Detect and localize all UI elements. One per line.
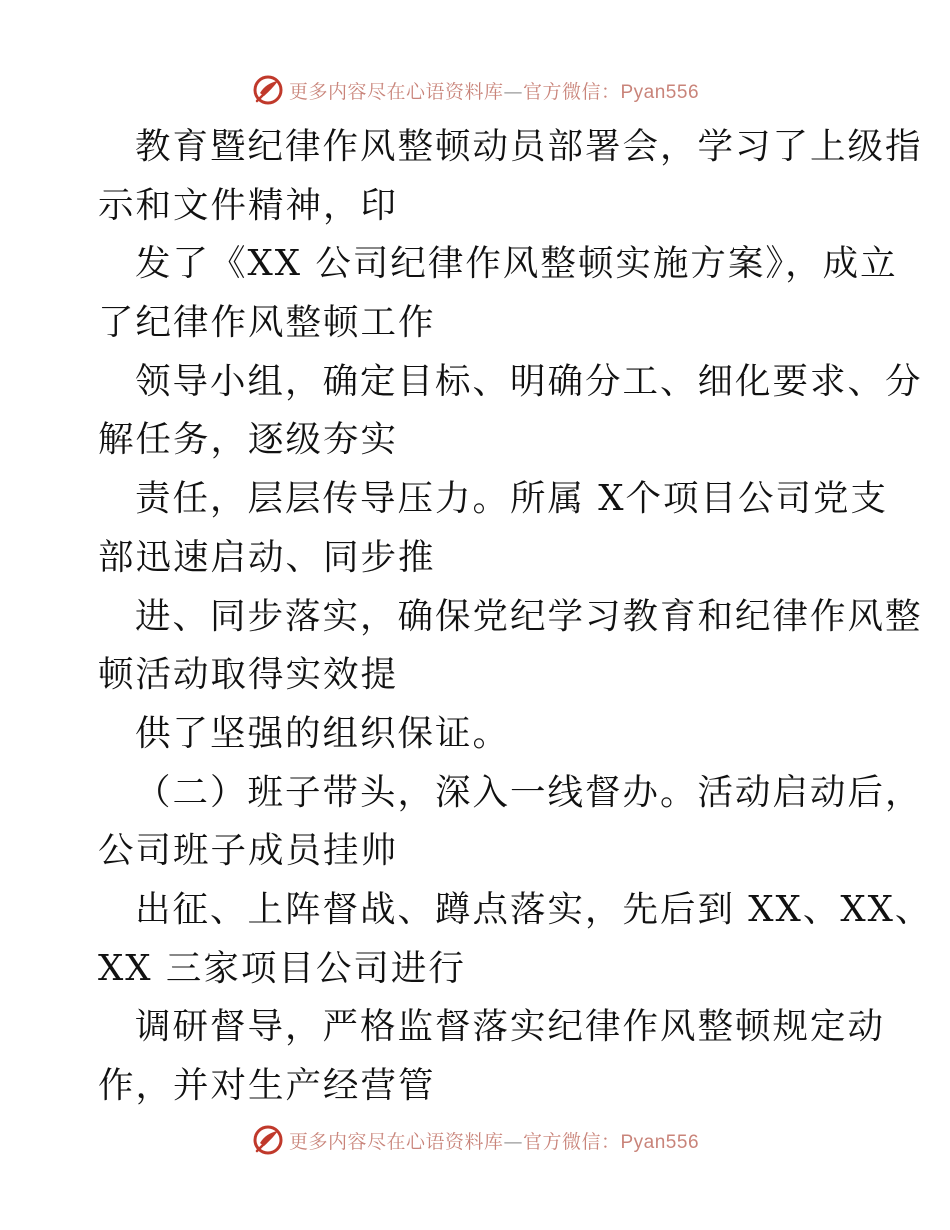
text-line: 出征、上阵督战、蹲点落实，先后到 XX、XX、 bbox=[135, 888, 933, 930]
document-body bbox=[98, 118, 933, 1116]
watermark-official: 官方微信： bbox=[522, 1130, 621, 1153]
text-line: 调研督导，严格监督落实纪律作风整顿规定动 bbox=[135, 1006, 886, 1048]
text-line: XX 三家项目公司进行 bbox=[98, 947, 466, 989]
brand-logo-icon bbox=[251, 1123, 285, 1157]
text-line: 供了坚强的组织保证。 bbox=[135, 712, 511, 754]
header-watermark bbox=[0, 70, 950, 110]
watermark-official: 官方微信： bbox=[522, 80, 621, 103]
watermark-wechat-id: Pyan556 bbox=[620, 1131, 700, 1153]
watermark-text bbox=[289, 77, 699, 104]
text-line: 顿活动取得实效提 bbox=[98, 654, 399, 696]
text-line: 公司班子成员挂帅 bbox=[98, 830, 399, 872]
text-line: 部迅速启动、同步推 bbox=[98, 536, 436, 578]
text-line: 领导小组，确定目标、明确分工、细化要求、分 bbox=[135, 360, 923, 402]
footer-watermark bbox=[0, 1120, 950, 1160]
text-line: 教育暨纪律作风整顿动员部署会，学习了上级指 bbox=[135, 126, 923, 167]
watermark-dash: — bbox=[503, 1130, 523, 1153]
text-line: 发了《XX 公司纪律作风整顿实施方案》，成立 bbox=[135, 243, 898, 285]
text-line: 责任，层层传导压力。所属 X个项目公司党支 bbox=[135, 478, 889, 520]
brand-logo-icon bbox=[251, 73, 285, 107]
section-heading-line: （二）班子带头，深入一线督办。活动启动后， bbox=[135, 771, 923, 813]
text-line: 解任务，逐级夯实 bbox=[98, 419, 399, 461]
watermark-main: 更多内容尽在心语资料库 bbox=[288, 1130, 504, 1153]
watermark-dash: — bbox=[503, 80, 523, 103]
text-line: 进、同步落实，确保党纪学习教育和纪律作风整 bbox=[135, 595, 923, 637]
watermark-wechat-id: Pyan556 bbox=[620, 81, 700, 103]
watermark-main: 更多内容尽在心语资料库 bbox=[288, 80, 504, 103]
watermark-text bbox=[289, 1127, 699, 1154]
text-line: 作，并对生产经营管 bbox=[98, 1065, 436, 1106]
text-line: 了纪律作风整顿工作 bbox=[98, 302, 436, 344]
text-line: 示和文件精神，印 bbox=[98, 184, 399, 226]
